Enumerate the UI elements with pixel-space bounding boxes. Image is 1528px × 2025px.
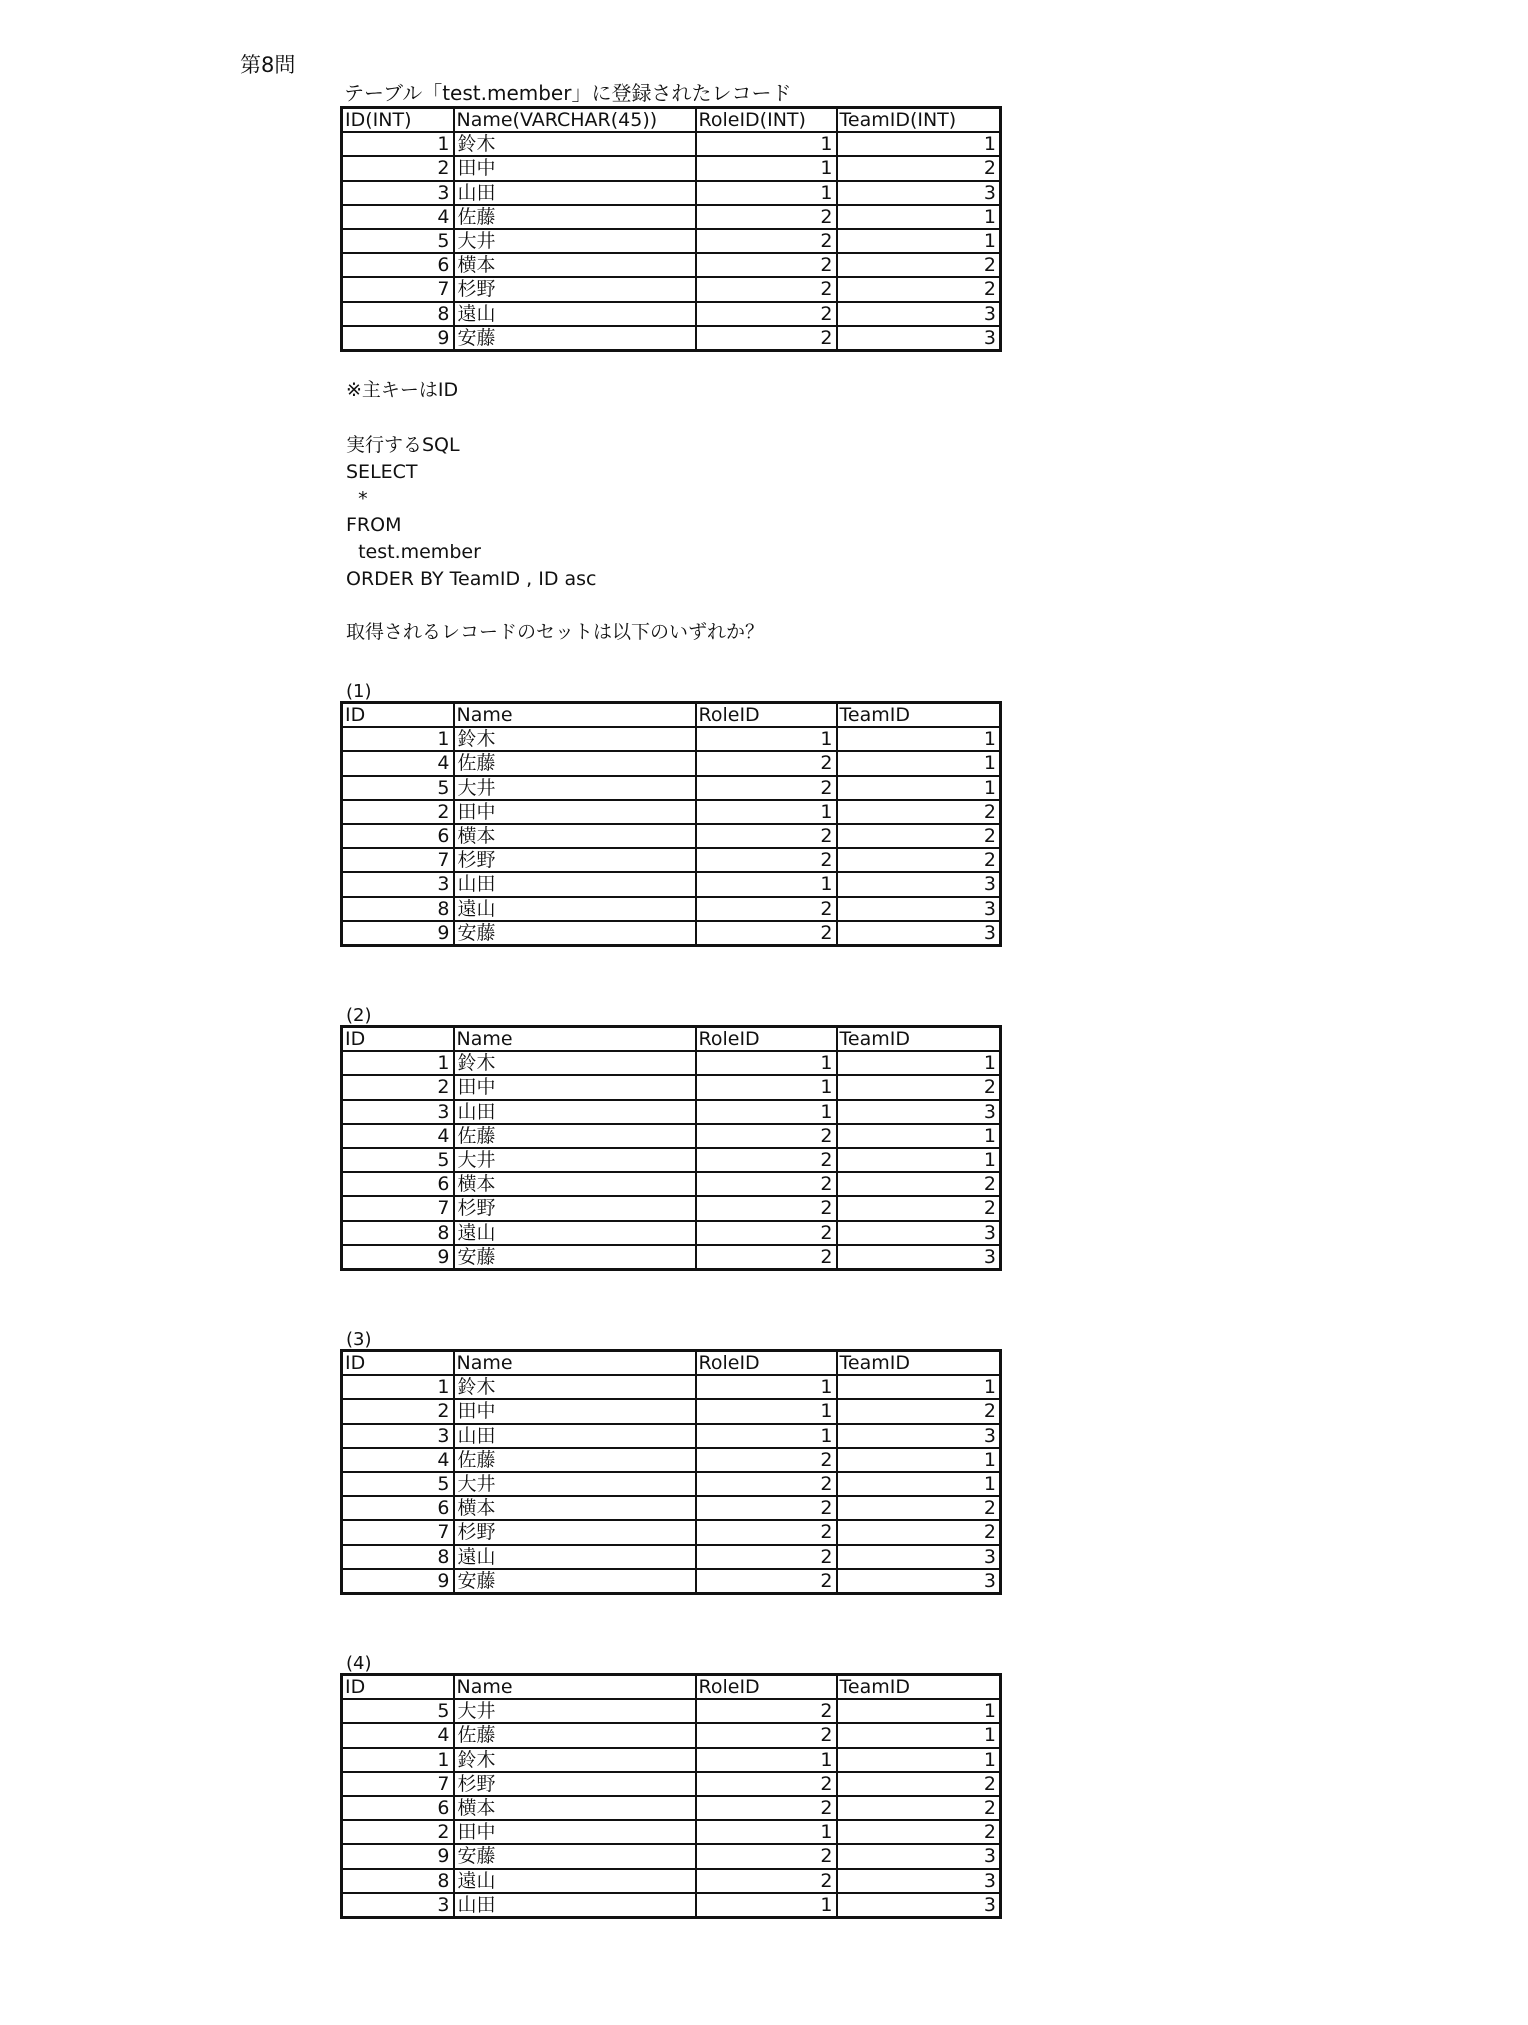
- cell-name: 佐藤: [454, 751, 696, 775]
- cell-teamid: 2: [837, 824, 1001, 848]
- cell-name: 遠山: [454, 302, 696, 326]
- cell-roleid: 2: [696, 1545, 837, 1569]
- cell-id: 6: [342, 1496, 454, 1520]
- cell-teamid: 3: [837, 1424, 1001, 1448]
- column-header-teamid: TeamID: [837, 1351, 1001, 1376]
- table-row: [342, 1545, 1001, 1569]
- column-header-teamid: TeamID(INT): [837, 108, 1001, 133]
- column-header-roleid: RoleID: [696, 1027, 837, 1052]
- cell-name: 鈴木: [454, 1051, 696, 1075]
- cell-id: 8: [342, 1221, 454, 1245]
- cell-roleid: 2: [696, 1172, 837, 1196]
- column-header-id: ID: [342, 1351, 454, 1376]
- cell-teamid: 1: [837, 1051, 1001, 1075]
- cell-teamid: 1: [837, 1148, 1001, 1172]
- table-row: [342, 921, 1001, 946]
- table-row: [342, 1221, 1001, 1245]
- table-row: [342, 1869, 1001, 1893]
- cell-roleid: 1: [696, 1893, 837, 1918]
- cell-teamid: 1: [837, 1375, 1001, 1399]
- table-row: [342, 181, 1001, 205]
- cell-name: 鈴木: [454, 1375, 696, 1399]
- table-row: [342, 872, 1001, 896]
- cell-name: 杉野: [454, 1196, 696, 1220]
- cell-teamid: 2: [837, 1796, 1001, 1820]
- cell-id: 6: [342, 824, 454, 848]
- cell-name: 鈴木: [454, 727, 696, 751]
- table-row: [342, 1520, 1001, 1544]
- cell-id: 6: [342, 1172, 454, 1196]
- cell-id: 4: [342, 205, 454, 229]
- cell-name: 遠山: [454, 897, 696, 921]
- cell-teamid: 1: [837, 1472, 1001, 1496]
- table-row: [342, 1699, 1001, 1723]
- table-row: [342, 1472, 1001, 1496]
- cell-id: 3: [342, 872, 454, 896]
- cell-teamid: 2: [837, 800, 1001, 824]
- cell-id: 7: [342, 277, 454, 301]
- table-row: [342, 1196, 1001, 1220]
- source-table-caption: テーブル「test.member」に登録されたレコード: [344, 81, 792, 105]
- cell-roleid: 1: [696, 156, 837, 180]
- cell-id: 2: [342, 1399, 454, 1423]
- table-row: [342, 1723, 1001, 1747]
- table-header-row: [342, 1351, 1001, 1376]
- cell-roleid: 2: [696, 1844, 837, 1868]
- cell-roleid: 2: [696, 776, 837, 800]
- cell-name: 佐藤: [454, 1448, 696, 1472]
- cell-name: 鈴木: [454, 1748, 696, 1772]
- cell-roleid: 1: [696, 1748, 837, 1772]
- cell-id: 2: [342, 156, 454, 180]
- cell-teamid: 2: [837, 1075, 1001, 1099]
- cell-teamid: 3: [837, 897, 1001, 921]
- cell-roleid: 2: [696, 1520, 837, 1544]
- option-label: (4): [346, 1653, 372, 1674]
- column-header-roleid: RoleID: [696, 1675, 837, 1700]
- cell-name: 杉野: [454, 1772, 696, 1796]
- cell-name: 鈴木: [454, 132, 696, 156]
- table-row: [342, 1124, 1001, 1148]
- cell-teamid: 3: [837, 1869, 1001, 1893]
- table-row: [342, 1051, 1001, 1075]
- cell-id: 8: [342, 302, 454, 326]
- cell-name: 杉野: [454, 848, 696, 872]
- sql-line: ORDER BY TeamID , ID asc: [346, 568, 597, 590]
- cell-id: 7: [342, 1196, 454, 1220]
- cell-id: 4: [342, 1723, 454, 1747]
- cell-id: 8: [342, 1545, 454, 1569]
- table-row: [342, 1748, 1001, 1772]
- question-text: 取得されるレコードのセットは以下のいずれか？: [346, 621, 765, 643]
- cell-name: 遠山: [454, 1221, 696, 1245]
- cell-id: 1: [342, 1748, 454, 1772]
- cell-id: 1: [342, 1051, 454, 1075]
- cell-name: 安藤: [454, 1844, 696, 1868]
- cell-teamid: 3: [837, 1545, 1001, 1569]
- cell-teamid: 1: [837, 1723, 1001, 1747]
- table-row: [342, 1893, 1001, 1918]
- table-row: [342, 277, 1001, 301]
- sql-line: SELECT: [346, 461, 418, 483]
- sql-heading: 実行するSQL: [346, 434, 460, 456]
- cell-roleid: 1: [696, 800, 837, 824]
- table-row: [342, 1772, 1001, 1796]
- cell-id: 1: [342, 132, 454, 156]
- cell-roleid: 2: [696, 1569, 837, 1594]
- cell-id: 2: [342, 1820, 454, 1844]
- table-row: [342, 1448, 1001, 1472]
- cell-roleid: 2: [696, 848, 837, 872]
- cell-id: 5: [342, 1148, 454, 1172]
- cell-name: 杉野: [454, 1520, 696, 1544]
- cell-teamid: 1: [837, 1748, 1001, 1772]
- table-row: [342, 229, 1001, 253]
- cell-id: 9: [342, 921, 454, 946]
- cell-teamid: 1: [837, 727, 1001, 751]
- cell-teamid: 1: [837, 751, 1001, 775]
- cell-teamid: 3: [837, 1569, 1001, 1594]
- table-row: [342, 848, 1001, 872]
- table-row: [342, 897, 1001, 921]
- cell-roleid: 2: [696, 229, 837, 253]
- cell-teamid: 2: [837, 1772, 1001, 1796]
- table-row: [342, 1496, 1001, 1520]
- cell-roleid: 2: [696, 1796, 837, 1820]
- cell-id: 4: [342, 1124, 454, 1148]
- table-row: [342, 132, 1001, 156]
- cell-roleid: 1: [696, 872, 837, 896]
- table-header-row: [342, 1027, 1001, 1052]
- cell-roleid: 2: [696, 1699, 837, 1723]
- cell-teamid: 3: [837, 1221, 1001, 1245]
- cell-roleid: 2: [696, 1472, 837, 1496]
- table-row: [342, 1796, 1001, 1820]
- cell-name: 杉野: [454, 277, 696, 301]
- sql-line: test.member: [346, 541, 481, 563]
- cell-id: 4: [342, 1448, 454, 1472]
- cell-name: 山田: [454, 1424, 696, 1448]
- cell-roleid: 2: [696, 1496, 837, 1520]
- column-header-id: ID: [342, 703, 454, 728]
- cell-id: 3: [342, 1100, 454, 1124]
- table-row: [342, 205, 1001, 229]
- cell-id: 8: [342, 897, 454, 921]
- cell-id: 3: [342, 1424, 454, 1448]
- cell-teamid: 3: [837, 326, 1001, 351]
- option-label: (1): [346, 681, 372, 702]
- cell-teamid: 2: [837, 253, 1001, 277]
- cell-roleid: 1: [696, 181, 837, 205]
- cell-teamid: 1: [837, 1448, 1001, 1472]
- table-row: [342, 727, 1001, 751]
- cell-teamid: 3: [837, 921, 1001, 946]
- cell-name: 佐藤: [454, 1723, 696, 1747]
- cell-roleid: 1: [696, 1375, 837, 1399]
- option-table-3: [340, 1349, 1002, 1595]
- cell-teamid: 2: [837, 1172, 1001, 1196]
- cell-teamid: 2: [837, 1399, 1001, 1423]
- cell-roleid: 1: [696, 1100, 837, 1124]
- cell-name: 山田: [454, 872, 696, 896]
- cell-teamid: 1: [837, 776, 1001, 800]
- cell-roleid: 1: [696, 1424, 837, 1448]
- table-row: [342, 1100, 1001, 1124]
- cell-roleid: 2: [696, 1245, 837, 1270]
- table-row: [342, 800, 1001, 824]
- option-table-4: [340, 1673, 1002, 1919]
- cell-name: 横本: [454, 1172, 696, 1196]
- primary-key-note: ※主キーはID: [346, 379, 459, 401]
- cell-id: 2: [342, 1075, 454, 1099]
- column-header-id: ID: [342, 1675, 454, 1700]
- cell-roleid: 2: [696, 302, 837, 326]
- cell-roleid: 2: [696, 824, 837, 848]
- cell-roleid: 2: [696, 921, 837, 946]
- column-header-roleid: RoleID: [696, 1351, 837, 1376]
- column-header-teamid: TeamID: [837, 1027, 1001, 1052]
- cell-name: 山田: [454, 181, 696, 205]
- cell-roleid: 2: [696, 326, 837, 351]
- table-row: [342, 1375, 1001, 1399]
- cell-id: 7: [342, 1772, 454, 1796]
- cell-roleid: 2: [696, 751, 837, 775]
- cell-name: 大井: [454, 229, 696, 253]
- option-label: (3): [346, 1329, 372, 1350]
- column-header-name: Name: [454, 1351, 696, 1376]
- cell-name: 遠山: [454, 1545, 696, 1569]
- cell-name: 田中: [454, 1075, 696, 1099]
- table-row: [342, 156, 1001, 180]
- cell-teamid: 1: [837, 1124, 1001, 1148]
- cell-name: 大井: [454, 1472, 696, 1496]
- cell-roleid: 1: [696, 1399, 837, 1423]
- column-header-roleid: RoleID(INT): [696, 108, 837, 133]
- table-row: [342, 302, 1001, 326]
- cell-name: 横本: [454, 824, 696, 848]
- cell-id: 2: [342, 800, 454, 824]
- table-row: [342, 1820, 1001, 1844]
- cell-name: 佐藤: [454, 205, 696, 229]
- cell-roleid: 1: [696, 132, 837, 156]
- cell-teamid: 3: [837, 1245, 1001, 1270]
- cell-name: 安藤: [454, 1569, 696, 1594]
- table-row: [342, 326, 1001, 351]
- cell-id: 7: [342, 1520, 454, 1544]
- cell-roleid: 2: [696, 1148, 837, 1172]
- cell-roleid: 2: [696, 1221, 837, 1245]
- cell-id: 9: [342, 1569, 454, 1594]
- cell-teamid: 1: [837, 132, 1001, 156]
- cell-roleid: 2: [696, 1869, 837, 1893]
- cell-roleid: 2: [696, 205, 837, 229]
- column-header-name: Name(VARCHAR(45)): [454, 108, 696, 133]
- column-header-name: Name: [454, 1675, 696, 1700]
- cell-teamid: 3: [837, 1844, 1001, 1868]
- cell-roleid: 1: [696, 1820, 837, 1844]
- cell-teamid: 2: [837, 848, 1001, 872]
- source-table: [340, 106, 1002, 352]
- cell-teamid: 2: [837, 1496, 1001, 1520]
- table-header-row: [342, 703, 1001, 728]
- option-label: (2): [346, 1005, 372, 1026]
- cell-id: 5: [342, 776, 454, 800]
- cell-name: 山田: [454, 1100, 696, 1124]
- column-header-id: ID(INT): [342, 108, 454, 133]
- cell-id: 5: [342, 1472, 454, 1496]
- column-header-name: Name: [454, 703, 696, 728]
- cell-id: 6: [342, 1796, 454, 1820]
- cell-teamid: 3: [837, 302, 1001, 326]
- cell-name: 大井: [454, 1148, 696, 1172]
- cell-id: 1: [342, 727, 454, 751]
- cell-teamid: 3: [837, 181, 1001, 205]
- cell-id: 3: [342, 181, 454, 205]
- sql-line: FROM: [346, 514, 402, 536]
- cell-name: 田中: [454, 156, 696, 180]
- table-row: [342, 253, 1001, 277]
- cell-teamid: 2: [837, 1520, 1001, 1544]
- cell-roleid: 1: [696, 1051, 837, 1075]
- table-row: [342, 1424, 1001, 1448]
- cell-teamid: 2: [837, 1820, 1001, 1844]
- cell-name: 横本: [454, 1496, 696, 1520]
- cell-name: 横本: [454, 253, 696, 277]
- table-row: [342, 1399, 1001, 1423]
- cell-name: 佐藤: [454, 1124, 696, 1148]
- cell-roleid: 2: [696, 897, 837, 921]
- column-header-teamid: TeamID: [837, 703, 1001, 728]
- cell-name: 大井: [454, 776, 696, 800]
- column-header-name: Name: [454, 1027, 696, 1052]
- cell-name: 安藤: [454, 921, 696, 946]
- table-row: [342, 776, 1001, 800]
- cell-teamid: 2: [837, 1196, 1001, 1220]
- cell-teamid: 3: [837, 1893, 1001, 1918]
- cell-teamid: 3: [837, 1100, 1001, 1124]
- option-table-1: [340, 701, 1002, 947]
- cell-name: 田中: [454, 800, 696, 824]
- cell-name: 遠山: [454, 1869, 696, 1893]
- cell-name: 大井: [454, 1699, 696, 1723]
- cell-id: 8: [342, 1869, 454, 1893]
- cell-id: 9: [342, 1844, 454, 1868]
- cell-id: 9: [342, 326, 454, 351]
- cell-name: 田中: [454, 1399, 696, 1423]
- table-row: [342, 1844, 1001, 1868]
- cell-id: 7: [342, 848, 454, 872]
- cell-name: 横本: [454, 1796, 696, 1820]
- cell-id: 3: [342, 1893, 454, 1918]
- cell-teamid: 2: [837, 156, 1001, 180]
- cell-id: 5: [342, 229, 454, 253]
- column-header-teamid: TeamID: [837, 1675, 1001, 1700]
- option-table-2: [340, 1025, 1002, 1271]
- question-number: 第8問: [240, 53, 296, 77]
- cell-roleid: 1: [696, 727, 837, 751]
- cell-roleid: 2: [696, 277, 837, 301]
- cell-teamid: 1: [837, 1699, 1001, 1723]
- column-header-id: ID: [342, 1027, 454, 1052]
- cell-name: 安藤: [454, 1245, 696, 1270]
- cell-roleid: 2: [696, 1196, 837, 1220]
- sql-line: *: [346, 488, 368, 510]
- cell-id: 5: [342, 1699, 454, 1723]
- table-row: [342, 1569, 1001, 1594]
- cell-id: 4: [342, 751, 454, 775]
- table-row: [342, 1148, 1001, 1172]
- table-row: [342, 1245, 1001, 1270]
- table-header-row: [342, 1675, 1001, 1700]
- cell-teamid: 1: [837, 205, 1001, 229]
- cell-name: 安藤: [454, 326, 696, 351]
- cell-roleid: 2: [696, 1772, 837, 1796]
- cell-teamid: 1: [837, 229, 1001, 253]
- table-row: [342, 1172, 1001, 1196]
- cell-id: 1: [342, 1375, 454, 1399]
- cell-roleid: 2: [696, 253, 837, 277]
- cell-id: 6: [342, 253, 454, 277]
- cell-name: 山田: [454, 1893, 696, 1918]
- table-row: [342, 824, 1001, 848]
- cell-id: 9: [342, 1245, 454, 1270]
- cell-teamid: 2: [837, 277, 1001, 301]
- table-row: [342, 751, 1001, 775]
- column-header-roleid: RoleID: [696, 703, 837, 728]
- cell-teamid: 3: [837, 872, 1001, 896]
- cell-name: 田中: [454, 1820, 696, 1844]
- cell-roleid: 2: [696, 1723, 837, 1747]
- cell-roleid: 2: [696, 1448, 837, 1472]
- cell-roleid: 1: [696, 1075, 837, 1099]
- table-row: [342, 1075, 1001, 1099]
- cell-roleid: 2: [696, 1124, 837, 1148]
- table-header-row: [342, 108, 1001, 133]
